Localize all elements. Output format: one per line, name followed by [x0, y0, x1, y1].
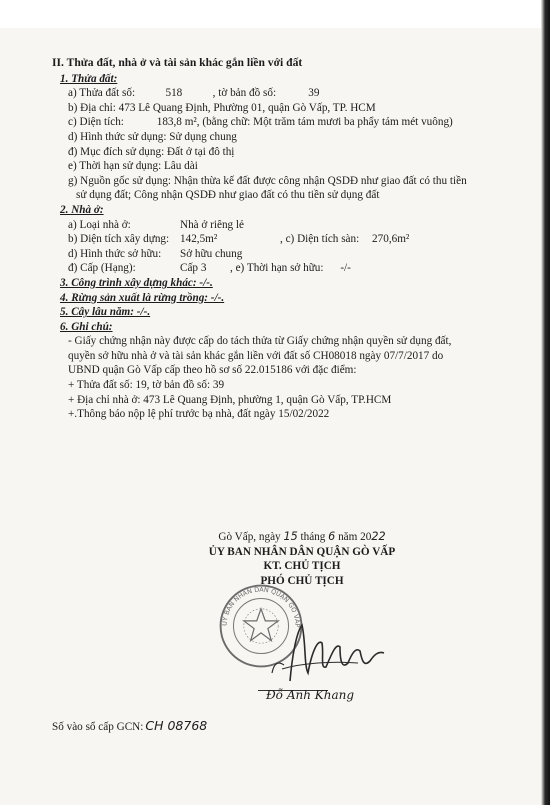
- house-type: a) Loại nhà ở: Nhà ở riêng lẻ: [68, 218, 245, 231]
- note-line-3: UBND quận Gò Vấp cấp theo hồ sơ số 22.015186 với đặc điểm:: [68, 364, 357, 377]
- issuing-authority: ỦY BAN NHÂN DÂN QUẬN GÒ VẤP: [208, 545, 396, 558]
- land-use-purpose: đ) Mục đích sử dụng: Đất ở tại đô thị: [68, 145, 235, 158]
- registry-line: [52, 718, 207, 733]
- planted-forest: 4. Rừng sản xuất là rừng trồng: -/-.: [60, 291, 225, 304]
- issue-date: Gò Vấp, ngày 15 tháng 6 năm 2022: [218, 530, 386, 543]
- issue-year: 22: [371, 530, 386, 543]
- parcel-number-value: 518: [165, 87, 183, 100]
- land-area: c) Diện tích: 183,8 m², (bằng chữ: Một trăm tám mươi ba phẩy tám mét vuông): [68, 116, 453, 129]
- land-origin-line2: sử dụng đất; Công nhận QSDĐ như giao đất có thu tiền sử dụng đất: [76, 189, 380, 202]
- registry-number: CH 08768: [145, 718, 208, 733]
- svg-text:ỦY BAN NHÂN DÂN QUẬN GÒ VẤP: ỦY BAN NHÂN DÂN QUẬN GÒ VẤP: [220, 585, 302, 628]
- note-line-1: - Giấy chứng nhận này được cấp do tách thửa từ Giấy chứng nhận quyền sử dụng đất,: [68, 335, 452, 348]
- land-address: b) Địa chỉ: 473 Lê Quang Định, Phường 01, quận Gò Vấp, TP. HCM: [68, 101, 376, 114]
- map-sheet-value: 39: [308, 87, 320, 100]
- house-grade: đ) Cấp (Hạng): Cấp 3 , e) Thời hạn sở hữu: -/-: [68, 262, 351, 275]
- land-origin-line1: g) Nguồn gốc sử dụng: Nhận thừa kế đất được công nhận QSDĐ như giao đất có thu tiền: [68, 174, 467, 187]
- perennial-trees: 5. Cây lâu năm: -/-.: [60, 306, 151, 319]
- house-footprint: b) Diện tích xây dựng: 142,5m² , c) Diện tích sàn: 270,6m²: [68, 233, 410, 246]
- house-ownership-form: d) Hình thức sở hữu: Sở hữu chung: [68, 247, 243, 260]
- on-behalf-line: KT. CHỦ TỊCH: [263, 560, 341, 573]
- section-title: II. Thửa đất, nhà ở và tài sản khác gắn liền với đất: [52, 56, 303, 69]
- land-parcel-number: a) Thửa đất số: 518 , tờ bản đồ số: 39: [52, 86, 532, 101]
- note-line-2: quyền sở hữu nhà ở và tài sản khác gắn liền với đất số CH08018 ngày 07/7/2017 do: [68, 349, 444, 362]
- scan-top-margin: [0, 0, 550, 28]
- handwritten-signature-icon: [262, 603, 402, 693]
- issue-month: 6: [328, 530, 336, 543]
- notes-heading: 6. Ghi chú:: [60, 320, 113, 333]
- note-line-5: + Địa chỉ nhà ở: 473 Lê Quang Định, phường 1, quận Gò Vấp, TP.HCM: [68, 393, 392, 406]
- signer-title: PHÓ CHỦ TỊCH: [260, 574, 344, 587]
- note-line-4: + Thửa đất số: 19, tờ bản đồ số: 39: [68, 379, 225, 392]
- signer-name: Đỗ Anh Khang: [266, 688, 355, 702]
- house-heading: 2. Nhà ở:: [60, 203, 104, 216]
- registry-label: Số vào sổ cấp GCN:: [52, 721, 144, 733]
- other-structures: 3. Công trình xây dựng khác: -/-.: [60, 276, 213, 289]
- scan-right-edge: [541, 0, 550, 805]
- issue-day: 15: [283, 530, 298, 543]
- land-use-term: e) Thời hạn sử dụng: Lâu dài: [68, 160, 198, 173]
- certificate-body: [52, 56, 532, 422]
- signature-block: [182, 530, 422, 588]
- land-heading: 1. Thửa đất:: [60, 72, 118, 85]
- land-use-form: d) Hình thức sử dụng: Sử dụng chung: [68, 130, 237, 143]
- note-line-6: +.Thông báo nộp lệ phí trước bạ nhà, đất ngày 15/02/2022: [68, 408, 330, 421]
